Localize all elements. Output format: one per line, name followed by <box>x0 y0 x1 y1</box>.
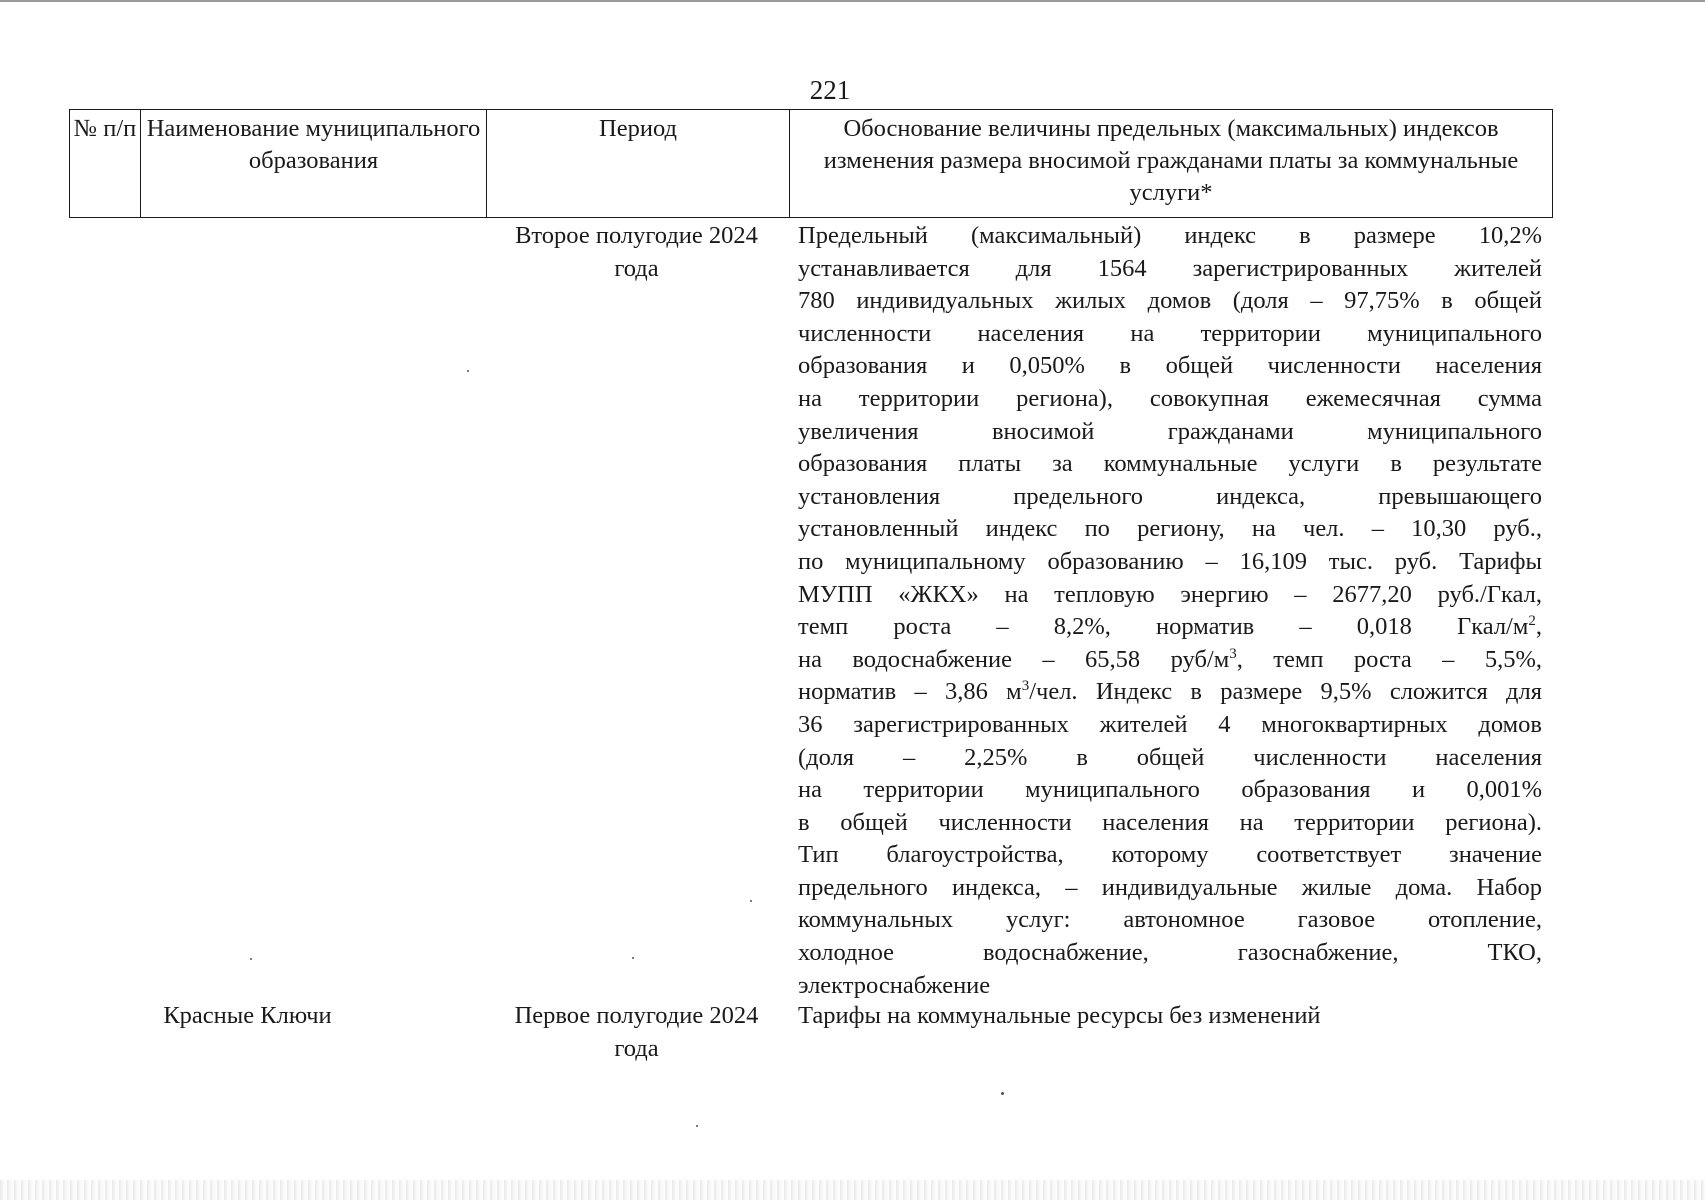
basis-line: 780 индивидуальных жилых домов (доля – 97,75% в общей <box>798 287 1542 315</box>
basis-text: темп роста – 8,2%, норматив – 0,018 Гкал/м <box>798 613 1529 641</box>
basis-text: /чел. Индекс в размере 9,5% сложится для <box>1029 678 1542 706</box>
scan-speck <box>250 958 252 960</box>
row1-period: Второе полугодие 2024 года <box>515 222 758 282</box>
basis-line: образования платы за коммунальные услуги в результате <box>798 450 1542 478</box>
basis-line: в общей численности населения на территории региона). <box>798 808 1542 836</box>
basis-line: электроснабжение <box>798 971 991 999</box>
superscript: 3 <box>1229 645 1237 662</box>
header-municipality: Наименование муниципального образования <box>141 110 487 217</box>
basis-line: холодное водоснабжение, газоснабжение, ТКО, <box>798 939 1542 967</box>
basis-text: норматив – 3,86 м <box>798 678 1022 706</box>
scan-noise-bottom <box>0 1180 1705 1200</box>
scan-speck <box>632 957 634 959</box>
basis-line: численности населения на территории муниципального <box>798 319 1542 347</box>
header-basis: Обоснование величины предельных (максимальных) индексов изменения размера вносимой гражданами платы за коммунальные услуги* <box>823 115 1519 206</box>
basis-line: на территории муниципального образования и 0,001% <box>798 776 1542 804</box>
scan-speck <box>750 900 752 902</box>
basis-line: (доля – 2,25% в общей численности населения <box>798 743 1542 771</box>
basis-line: на территории региона), совокупная ежемесячная сумма <box>798 384 1542 412</box>
basis-line: установления предельного индекса, превышающего <box>798 482 1542 510</box>
basis-line-sup <box>798 676 1542 709</box>
row2-municipality: Красные Ключи <box>163 1002 332 1029</box>
superscript: 3 <box>1021 678 1030 695</box>
scan-speck <box>467 370 469 372</box>
basis-line: 36 зарегистрированных жителей 4 многоквартирных домов <box>798 710 1542 738</box>
header-period: Период <box>487 110 790 217</box>
basis-text: , <box>1535 613 1542 641</box>
basis-line: коммунальных услуг: автономное газовое отопление, <box>798 906 1542 934</box>
basis-text: , темп роста – 5,5%, <box>1236 645 1542 673</box>
basis-line: установленный индекс по региону, на чел. – 10,30 руб., <box>798 515 1542 543</box>
basis-line-sup <box>798 644 1542 677</box>
page-number: 221 <box>809 75 851 105</box>
scan-speck <box>696 1125 698 1127</box>
basis-line: устанавливается для 1564 зарегистрированных жителей <box>798 254 1542 282</box>
basis-line-sup <box>798 611 1542 644</box>
superscript: 2 <box>1528 612 1536 629</box>
basis-line: образования и 0,050% в общей численности населения <box>798 352 1542 380</box>
basis-line: Тип благоустройства, которому соответствует значение <box>798 841 1542 869</box>
scan-border-top <box>0 0 1705 2</box>
basis-text: на водоснабжение – 65,58 руб/м <box>798 645 1230 673</box>
basis-line: по муниципальному образованию – 16,109 тыс. руб. Тарифы <box>798 547 1542 575</box>
basis-line: Предельный (максимальный) индекс в размере 10,2% <box>798 222 1542 249</box>
row2-period: Первое полугодие 2024 года <box>514 1002 759 1062</box>
table-header <box>69 109 1553 218</box>
basis-line: увеличения вносимой гражданами муниципального <box>798 417 1542 445</box>
basis-line: МУПП «ЖКХ» на тепловую энергию – 2677,20 руб./Гкал, <box>798 580 1542 608</box>
scan-speck <box>1001 1092 1004 1095</box>
basis-line: предельного индекса, – индивидуальные жилые дома. Набор <box>798 873 1542 901</box>
row2-basis: Тарифы на коммунальные ресурсы без изменений <box>798 1002 1321 1029</box>
row1-basis <box>798 220 1542 1002</box>
header-number: № п/п <box>70 110 141 217</box>
